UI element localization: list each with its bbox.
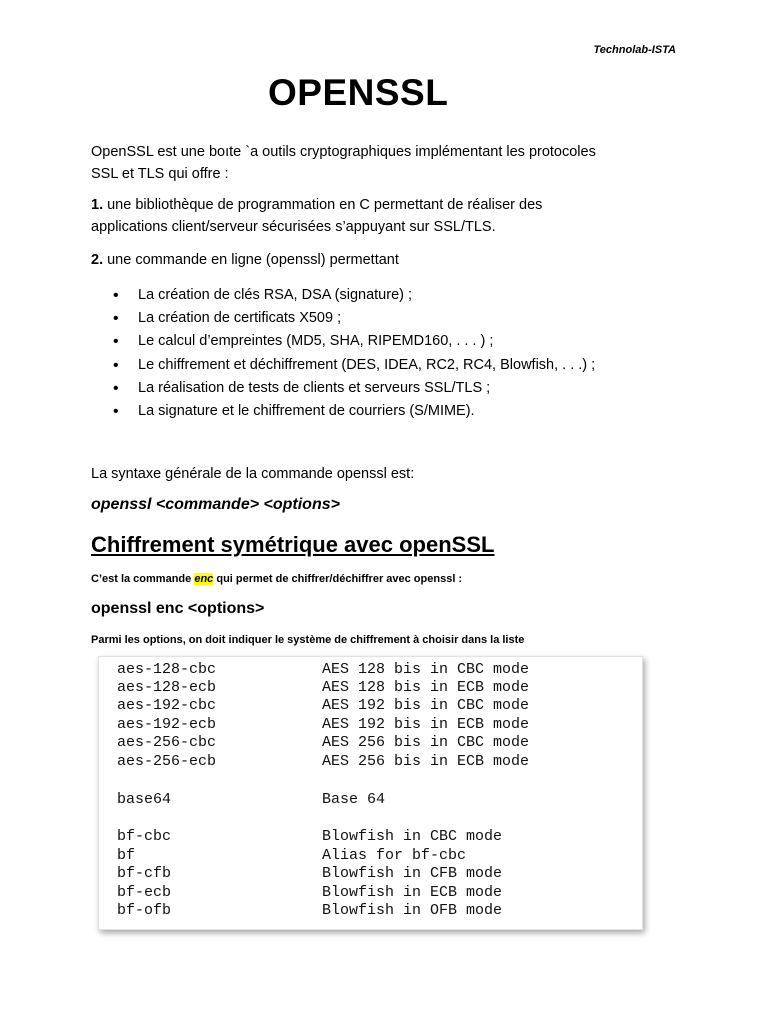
cipher-desc: Base 64 xyxy=(322,791,386,808)
cipher-name: bf-ecb xyxy=(117,884,172,901)
list-item: • La création de certificats X509 ; xyxy=(113,307,595,330)
header-org: Technolab-ISTA xyxy=(593,44,676,56)
cipher-name: base64 xyxy=(117,791,172,808)
cipher-row xyxy=(117,734,529,752)
cipher-name: bf-ofb xyxy=(117,902,172,919)
feature-item-2-number: 2. xyxy=(91,252,104,268)
cipher-name: aes-192-cbc xyxy=(117,697,217,714)
cipher-desc: AES 256 bis in ECB mode xyxy=(322,753,530,770)
cipher-name: bf-cfb xyxy=(117,865,172,882)
cipher-name: bf-cbc xyxy=(117,828,172,845)
cipher-row xyxy=(117,716,529,734)
intro-line-1: OpenSSL est une boıte `a outils cryptographiques implémentant les protocoles xyxy=(91,144,596,160)
feature-item-1 xyxy=(91,194,691,238)
cipher-name: aes-192-ecb xyxy=(117,716,217,733)
feature-item-1-line-2: applications client/serveur sécurisées s’appuyant sur SSL/TLS. xyxy=(91,219,496,235)
options-description: Parmi les options, on doit indiquer le système de chiffrement à choisir dans la liste xyxy=(91,634,525,646)
cipher-row xyxy=(117,661,529,679)
cipher-desc: Blowfish in CFB mode xyxy=(322,865,503,882)
cipher-row xyxy=(117,902,502,920)
cipher-name: aes-128-cbc xyxy=(117,661,217,678)
cipher-row xyxy=(117,753,529,771)
cipher-desc: Blowfish in OFB mode xyxy=(322,902,503,919)
intro-paragraph xyxy=(91,141,691,185)
enc-highlight: enc xyxy=(194,573,214,585)
cipher-desc: Alias for bf-cbc xyxy=(322,847,467,864)
enc-usage: openssl enc <options> xyxy=(91,600,265,617)
enc-text-before: C’est la commande xyxy=(91,573,195,585)
capabilities-list xyxy=(113,284,595,423)
section-title: Chiffrement symétrique avec openSSL xyxy=(91,532,495,557)
cipher-desc: AES 128 bis in CBC mode xyxy=(322,661,530,678)
cipher-name: bf xyxy=(117,847,136,864)
cipher-row xyxy=(117,884,502,902)
feature-item-1-line-1: une bibliothèque de programmation en C permettant de réaliser des xyxy=(103,197,543,213)
cipher-name: aes-128-ecb xyxy=(117,679,217,696)
page-title: OPENSSL xyxy=(268,72,449,113)
cipher-row xyxy=(117,697,529,715)
cipher-row xyxy=(117,679,529,697)
list-item: • La signature et le chiffrement de courriers (S/MIME). xyxy=(113,400,595,423)
cipher-name: aes-256-ecb xyxy=(117,753,217,770)
syntax-intro: La syntaxe générale de la commande openssl est: xyxy=(91,466,415,482)
cipher-desc: AES 192 bis in ECB mode xyxy=(322,716,530,733)
feature-item-2-text: une commande en ligne (openssl) permettant xyxy=(103,252,399,268)
syntax-command: openssl <commande> <options> xyxy=(91,496,340,513)
cipher-desc: Blowfish in CBC mode xyxy=(322,828,503,845)
enc-text-after: qui permet de chiffrer/déchiffrer avec openssl : xyxy=(213,573,463,585)
cipher-list-screenshot xyxy=(98,656,643,930)
list-item: • La création de clés RSA, DSA (signature) ; xyxy=(113,284,595,307)
cipher-desc: AES 128 bis in ECB mode xyxy=(322,679,530,696)
list-item: • Le chiffrement et déchiffrement (DES, IDEA, RC2, RC4, Blowfish, . . .) ; xyxy=(113,354,595,377)
intro-line-2: SSL et TLS qui offre : xyxy=(91,166,229,182)
cipher-row xyxy=(117,828,502,846)
cipher-name: aes-256-cbc xyxy=(117,734,217,751)
cipher-desc: AES 256 bis in CBC mode xyxy=(322,734,530,751)
cipher-row xyxy=(117,865,502,883)
cipher-desc: AES 192 bis in CBC mode xyxy=(322,697,530,714)
list-item: • La réalisation de tests de clients et serveurs SSL/TLS ; xyxy=(113,377,595,400)
list-item: • Le calcul d’empreintes (MD5, SHA, RIPEMD160, . . . ) ; xyxy=(113,330,595,353)
cipher-row xyxy=(117,847,466,865)
feature-item-1-number: 1. xyxy=(91,197,104,213)
cipher-desc: Blowfish in ECB mode xyxy=(322,884,503,901)
feature-item-2 xyxy=(91,249,691,271)
enc-description xyxy=(91,573,462,585)
cipher-row xyxy=(117,791,385,809)
